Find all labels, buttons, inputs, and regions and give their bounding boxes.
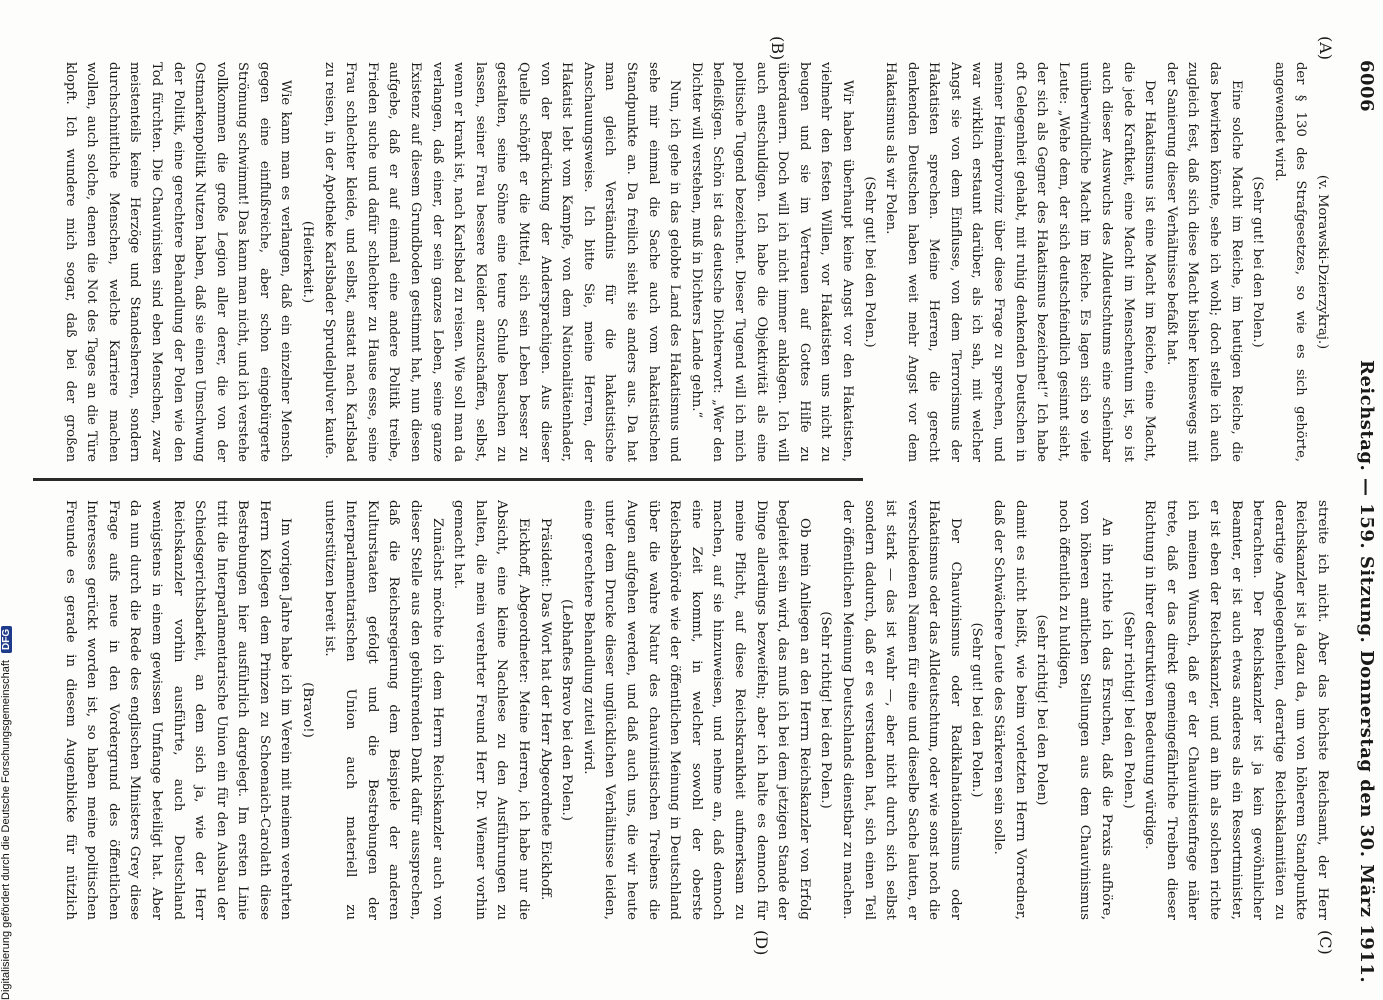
- margin-marker-a: (A): [1316, 36, 1335, 61]
- interjection: (Sehr richtig! bei den Polen.): [818, 611, 834, 809]
- margin-marker-d: (D): [752, 930, 771, 956]
- paragraph: An ihn richte ich das Ersuchen, daß die Praxis aufhöre, von höheren amtlichen Stellungen aus dem Chauvinismus noch öffentlich zu huldigen,: [1055, 500, 1115, 920]
- page-header: [1347, 60, 1377, 984]
- left-text-column: [63, 62, 1333, 462]
- paragraph: der § 130 des Strafgesetzes, so wie es sich gehörte, angewendet wird.: [1271, 62, 1309, 462]
- page-number: 6006: [1356, 60, 1377, 113]
- margin-marker-b: (B): [768, 36, 787, 61]
- digitization-note: [0, 0, 20, 1000]
- paragraph: streite ich nicht. Aber das höchste Reichsamt, der Herr Reichskanzler ist ja dazu da, um von höherem Standpunkte derartige Angelegenheiten, derartige Reichskalamitäten zu betrachten. Der Reichskanzler ist ja kein gewöhnlicher Beamter, er ist auch etwas anderes als ein Ressortminister, er ist eben der Reichskanzler, und an ihn als solchen richte ich meinen Wunsch, daß er der Chauvinistenfrage näher trete, daß er das direkt gemeingefährliche Treiben dieser Richtung in ihrer destruktiven Bedeutung würdige.: [1142, 500, 1330, 920]
- paragraph: Der Chauvinismus oder Radikalnationalismus oder Hakatismus oder das Alldeutschtum, oder wie sonst noch die verschiedenen Namen für eine und dieselbe Sache lauten, er ist stark — das ist wahr —, aber nicht durch sich selbst sondern dadurch, daß er es verstanden hat, sich einen Teil der öffentlichen Meinung Deutschlands dienstbar zu machen.: [839, 500, 963, 920]
- interjection: (Sehr gut! bei den Polen.): [969, 622, 985, 798]
- interjection: (Lebhaftes Bravo bei den Polen.): [559, 599, 575, 821]
- paragraph: damit es nicht heißt, wie beim vorletzten Herrn Vorredner, daß der Schwächere Leute des Stärkeren sein solle.: [991, 500, 1028, 920]
- interjection: (sehr richtig! bei den Polen): [1034, 614, 1050, 806]
- paragraph: Der Hakatismus ist eine Macht im Reiche, eine Macht, die jede Kraftkeit, eine Macht im Menschentum ist, so ist auch dieser Auswuchs des Alldeutschtums eine scheinbar unüberwindliche Macht im Reiche. Es lagen sich so viele Leute: „Wehe dem, der sich deutschfeindlich gesinnt sieht, der sich als Gegner des Hakatismus bezeichnet!“ Ich habe oft Gelegenheit gehabt, mit ruhig denkenden Deutschen in meiner Heimatprovinz über diese Frage zu sprechen, und war wirklich erstaunt darüber, als ich sah, mit welcher Angst sie von dem Einflusse, von dem Terrorismus der Hakatisten sprechen. Meine Herren, die gerecht denkenden Deutschen haben weit mehr Angst vor dem Hakatismus als wir Polen.: [883, 62, 1158, 462]
- speaker-line: (v. Morawski-Dzierzykraj.): [1315, 174, 1330, 350]
- interjection: (Sehr gut! bei den Polen.): [861, 176, 877, 348]
- digitization-text: Digitalisierung gefördert durch die Deutsche Forschungsgemeinschaft: [0, 660, 12, 1000]
- paragraph: Im vorigen Jahre habe ich im Verein mit meinem verehrten Herrn Kollegen dem Prinzen zu Schoenaich-Carolath diese Bestrebungen hier ausführlich dargelegt. Im ersten Linie tritt die Interparlamentarische Union ein für den Ausbau der Schiedsgerichtsbarkeit, an dem sich ja, wie der Herr Reichskanzler vorhin ausführte, auch Deutschland wenigstens in einem gewissen Umfange beteiligt hat. Aber da nun durch die Rede des englischen Ministers Grey diese Frage aufs neue in den Vordergrund des öffentlichen Interesses gerückt worden ist, so haben meine politischen Freunde es gerade in diesem Augenblicke für nützlich: [63, 500, 294, 920]
- president-statement: Präsident: Das Wort hat der Herr Abgeordnete Eickhoff.: [537, 518, 553, 901]
- interjection: (Sehr gut! bei den Polen.): [1250, 176, 1266, 348]
- speaker-statement: Eickhoff, Abgeordneter: Meine Herren, ich habe nur die Absicht, eine kleine Nachlese zu den Ausführungen zu halten, die mein verehrter Freund Herr Dr. Wiemer vorhin gemacht hat.: [451, 500, 532, 920]
- right-text-column: [63, 500, 1333, 920]
- dfg-logo: DFG: [1, 626, 12, 653]
- margin-marker-c: (C): [1316, 930, 1335, 955]
- paragraph: Wir haben überhaupt keine Angst vor den Hakatisten, vielmehr den festen Willen, vor Hakatisten uns nicht zu beugen und sie im Vertrauen auf Gottes Hilfe zu überdauern. Doch will ich nicht immer anklagen. Ich will auch entschuldigen. Ich habe die Objektivität als eine politische Tugend bezeichnet. Dieser Tugend will ich mich befleißigen. Schön ist das deutsche Dichterwort: „Wer den Dichter will verstehen, muß in Dichters Lande gehn.“: [688, 62, 855, 462]
- paragraph: Zunächst möchte ich dem Herrn Reichskanzler auch von dieser Stelle aus den gebührenden Dank dafür aussprechen, daß die Reichsregierung dem Beispiele der anderen Kulturstaaten gefolgt und die Bestrebungen der Interparlamentarischen Union auch materiell zu unterstützen bereit ist.: [321, 500, 445, 920]
- interjection: (Bravo!): [300, 682, 316, 738]
- interjection: (Heiterkeit.): [300, 220, 316, 304]
- page-title: Reichstag. — 159. Sitzung. Donnerstag den 30. März 1911.: [1356, 360, 1377, 984]
- paragraph: Ob mein Anliegen an den Herrn Reichskanzler von Erfolg begleitet sein wird, das muß ich bei dem jetzigen Stande der Dinge allerdings bezweifeln; aber ich halte es dennoch für meine Pflicht, auf diese Reichskrankheit aufmerksam zu machen, auf sie hinzuweisen, und nehme an, daß dennoch eine Zeit kommt, in welcher sowohl der oberste Reichsbehörde wie der öffentlichen Meinung in Deutschland über die wahre Natur des chauvinistischen Treibens die Augen aufgehen werden, und daß auch uns, die wir heute unter dem Drucke dieser unglücklichen Verhältnisse leiden, eine gerechtere Behandlung zuteil wird.: [580, 500, 812, 920]
- paragraph: Nun, ich gehe in das gelobte Land des Hakatismus und sehe mir einmal die Sache auch vom hakatistischen Standpunkte an. Da freilich sieht sie anders aus. Da hat man gleich Verständnis für die hakatistische Anschauungsweise. Ich bitte Sie, meine Herren, der Hakatist lebt vom Kampfe, von dem Nationalitätenhader, von der Bedrückung der Andersprachigen. Aus dieser Quelle schöpft er die Mittel, sich sein Leben besser zu gestalten, seine Söhne eine teure Schule besuchen zu lassen, seiner Frau bessere Kleider anzuschaffen, selbst, wenn er krank ist, nach Karlsbad zu reisen. Wie soll man da verlangen, daß einer, der sein ganzes Leben, seine ganze Existenz auf diesem Grundboden gestimmt hat, nun diesen aufgebe, daß er auf einmal eine andere Politik treibe, Frieden suche und dafür schlechter zu Hause esse, seine Frau schlechter kleide, und selbst, anstatt nach Karlsbad zu reisen, in der Apotheke Karlsbader Sprudelpulver kaufe.: [321, 62, 683, 462]
- interjection: (Sehr richtig! bei den Polen.): [1120, 611, 1136, 809]
- paragraph: Eine solche Macht im Reiche, im heutigen Reiche, die das bewirken könnte, sehe ich wohl; doch stelle ich auch zugleich fest, daß sich diese Macht bisher keineswegs mit der Sanierung dieser Verhältnisse befaßt hat.: [1163, 62, 1244, 462]
- paragraph: Wie kann man es verlangen, daß ein einzelner Mensch gegen eine einflußreiche, aber schon eingebürgerte Strömung schwimmt! Das kann man nicht, und ich verstehe vollkommen die große Legion aller derer, die von der Ostmarkenpolitik Nutzen haben, daß sie einen Umschwung der Politik, eine gerechtere Behandlung der Polen wie den Tod fürchten. Die Chauvinisten sind eben Menschen, zwar meistenteils keine Herzöge und Standesherren, sondern durchschnittliche Menschen, welche Karriere machen wollen, auch solche, denen die Not des Tages an die Türe klopft. Ich wundere mich sogar, daß bei der großen: [63, 62, 294, 462]
- column-divider: [33, 478, 863, 481]
